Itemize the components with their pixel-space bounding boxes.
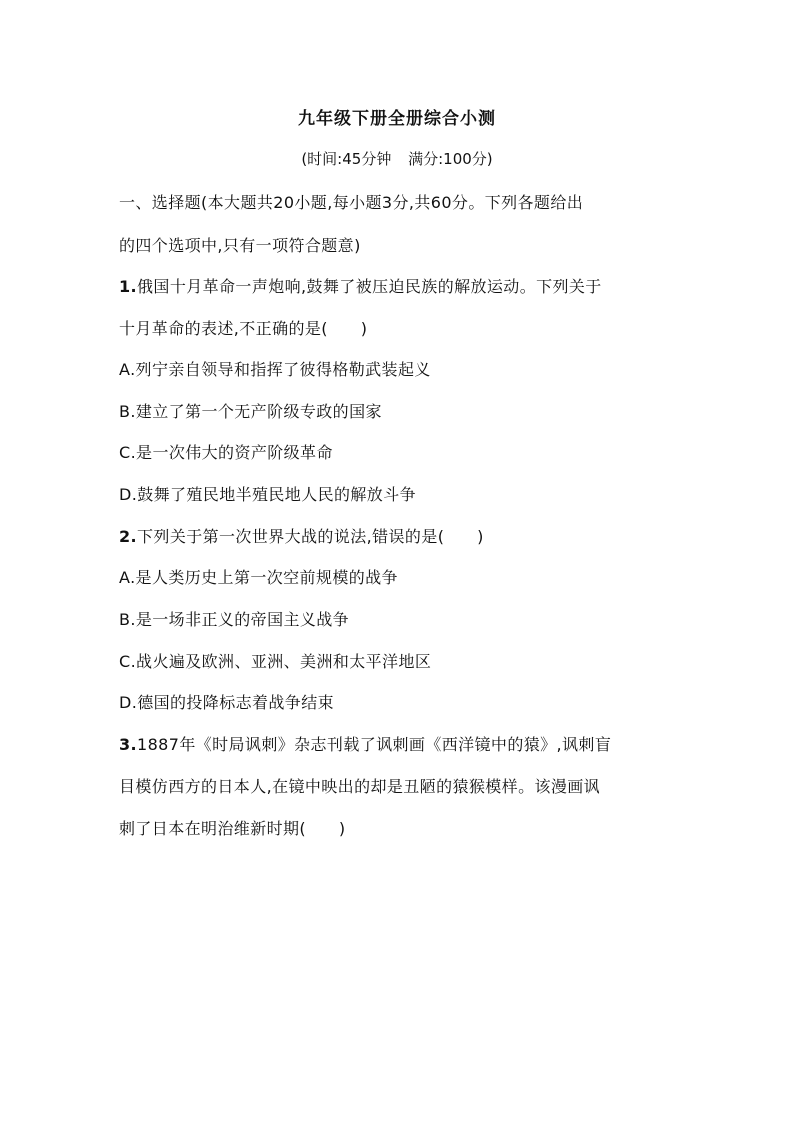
question-1-option-c: C.是一次伟大的资产阶级革命: [119, 443, 333, 462]
question-1-text-1: 俄国十月革命一声炮响,鼓舞了被压迫民族的解放运动。下列关于: [137, 277, 602, 296]
exam-title: 九年级下册全册综合小测: [298, 109, 496, 129]
question-2-option-d: D.德国的投降标志着战争结束: [119, 693, 335, 712]
section-heading-line-2: 的四个选项中,只有一项符合题意): [119, 236, 361, 255]
question-1-stem-line-1: [119, 274, 602, 297]
exam-time: (时间:45分钟: [301, 150, 392, 168]
exam-score: 满分:100分): [408, 150, 493, 168]
question-2-text-1: 下列关于第一次世界大战的说法,错误的是( ): [137, 527, 484, 546]
question-1-option-a: A.列宁亲自领导和指挥了彼得格勒武装起义: [119, 360, 431, 379]
question-3-stem-line-2: 目模仿西方的日本人,在镜中映出的却是丑陋的猿猴模样。该漫画讽: [119, 777, 601, 796]
question-1-stem-line-2: 十月革命的表述,不正确的是( ): [119, 319, 368, 338]
question-2-number: 2.: [119, 527, 138, 546]
question-1-option-d: D.鼓舞了殖民地半殖民地人民的解放斗争: [119, 485, 417, 504]
section-heading-line-1: 一、选择题(本大题共20小题,每小题3分,共60分。下列各题给出: [119, 193, 584, 212]
question-2-option-b: B.是一场非正义的帝国主义战争: [119, 610, 350, 629]
question-2-option-a: A.是人类历史上第一次空前规模的战争: [119, 568, 398, 587]
question-1-number: 1.: [119, 277, 138, 296]
question-3-number: 3.: [119, 735, 138, 754]
question-1-option-b: B.建立了第一个无产阶级专政的国家: [119, 402, 382, 421]
question-2-stem-line-1: [119, 524, 484, 547]
question-3-text-1: 1887年《时局讽刺》杂志刊载了讽刺画《西洋镜中的猿》,讽刺盲: [137, 735, 612, 754]
question-3-stem-line-1: [119, 732, 611, 755]
question-2-option-c: C.战火遍及欧洲、亚洲、美洲和太平洋地区: [119, 652, 432, 671]
question-3-stem-line-3: 刺了日本在明治维新时期( ): [119, 819, 346, 838]
exam-info: [0, 148, 794, 169]
